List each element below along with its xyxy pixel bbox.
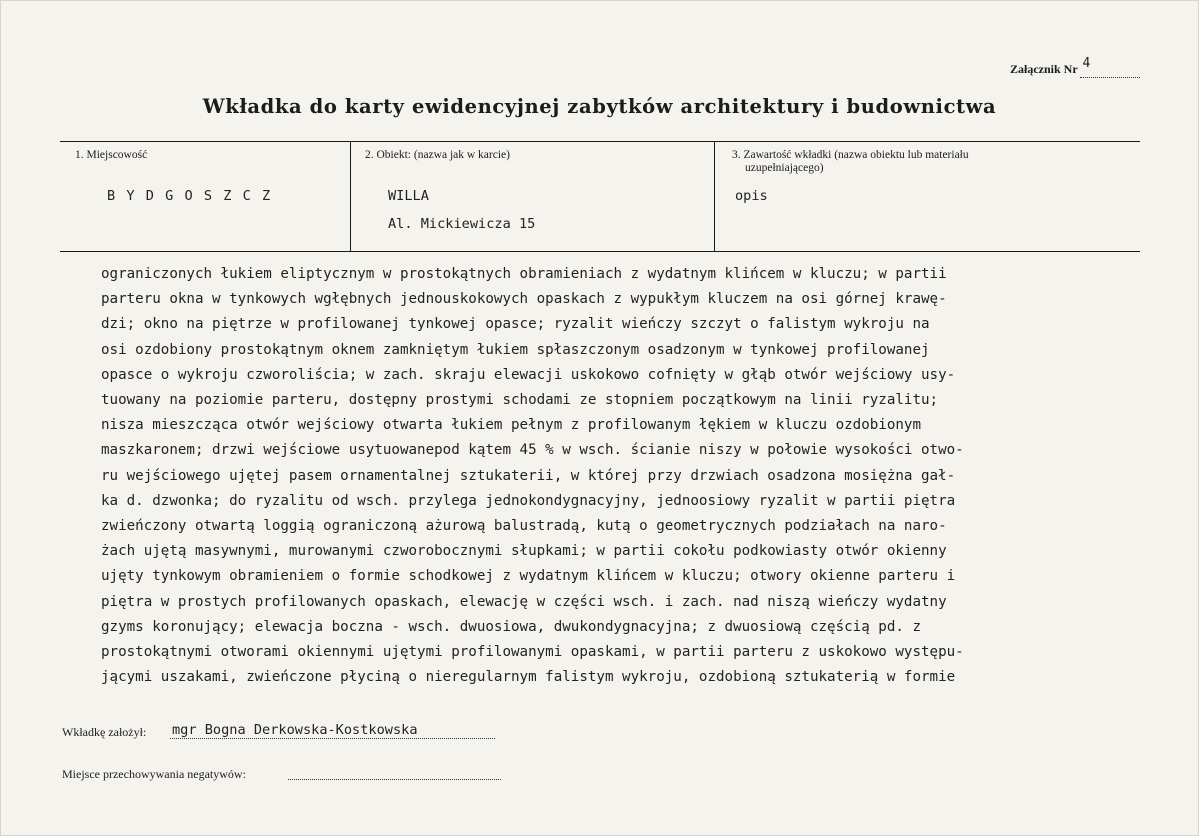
storage-field-line — [288, 765, 501, 780]
text-line: prostokątnymi otworami okiennymi ujętymi profilowanymi opaskami, w partii parteru z uskokowo występu- — [101, 644, 964, 661]
storage-label: Miejsce przechowywania negatywów: — [62, 767, 246, 781]
text-line: nisza mieszcząca otwór wejściowy otwarta łukiem pełnym z profilowanym łękiem w kluczu ozdobionym — [101, 417, 921, 434]
content-label — [732, 149, 969, 175]
attachment-number-field — [1080, 56, 1140, 78]
attachment-label: Załącznik Nr — [1010, 62, 1078, 76]
text-line: piętra w prostych profilowanych opaskach, elewację w części wsch. i zach. nad niszą wieńczy wydatny — [101, 593, 947, 610]
object-address: Al. Mickiewicza 15 — [388, 216, 536, 232]
author-value: mgr Bogna Derkowska-Kostkowska — [172, 722, 418, 738]
content-label-line2: uzupełniającego) — [745, 162, 824, 174]
text-line: dzi; okno na piętrze w profilowanej tynkowej opasce; ryzalit wieńczy szczyt o falistym wykroju na — [101, 316, 930, 333]
text-line: opasce o wykroju czworoliścia; w zach. skraju elewacji uskokowo cofnięty w głąb otwór wejściowy usy- — [101, 366, 956, 383]
content-label-line1: 3. Zawartość wkładki (nazwa obiektu lub materiału — [732, 149, 969, 161]
text-line: zwieńczony otwartą loggią ograniczoną ażurową balustradą, kutą o geometrycznych podziałach na naro- — [101, 518, 947, 535]
description-text — [101, 262, 1141, 690]
object-label: 2. Obiekt: (nazwa jak w karcie) — [365, 149, 510, 161]
column-divider-2 — [714, 141, 715, 252]
text-line: tuowany na poziomie parteru, dostępny prostymi schodami ze stopniem początkowym na linii ryzalitu; — [101, 392, 939, 409]
document-title: Wkładka do karty ewidencyjnej zabytków architektury i budownictwa — [202, 95, 997, 118]
text-line: maszkaronem; drzwi wejściowe usytuowanepod kątem 45 % w wsch. ścianie niszy w połowie wysokości otwo- — [101, 442, 964, 459]
content-value: opis — [735, 188, 768, 204]
text-line: ograniczonych łukiem eliptycznym w prostokątnych obramieniach z wydatnym klińcem w kluczu; w partii — [101, 266, 947, 282]
table-bottom-rule — [60, 251, 1140, 252]
text-line: ka d. dzwonka; do ryzalitu od wsch. przylega jednokondygnacyjny, jednoosiowy ryzalit w partii piętra — [101, 492, 956, 509]
text-line: parteru okna w tynkowych wgłębnych jednouskokowych opaskach z wypukłym kluczem na osi górnej krawę- — [101, 291, 947, 308]
text-line: osi ozdobiony prostokątnym oknem zamkniętym łukiem spłaszczonym osadzonym w tynkowej profilowanej — [101, 341, 930, 358]
author-label: Wkładkę założył: — [62, 725, 147, 739]
text-line: żach ujętą masywnymi, murowanymi czworobocznymi słupkami; w partii cokołu podkowiasty otwór okienny — [101, 543, 947, 560]
text-line: jącymi uszakami, zwieńczone płyciną o nieregularnym falistym wykroju, ozdobioną sztukaterią w formie — [101, 669, 956, 686]
table-top-rule — [60, 141, 1140, 142]
locality-value: B Y D G O S Z C Z — [107, 188, 272, 204]
text-line: ru wejściowego ujętej pasem ornamentalnej sztukaterii, w której przy drzwiach osadzona mosiężna gał- — [101, 467, 956, 484]
attachment-number — [1010, 56, 1140, 78]
text-line: ujęty tynkowym obramieniem o formie schodkowej z wydatnym klińcem w kluczu; otwory okienne parteru i — [101, 568, 956, 585]
object-name: WILLA — [388, 188, 429, 204]
attachment-number-value: 4 — [1082, 56, 1091, 71]
locality-label: 1. Miejscowość — [75, 149, 148, 161]
column-divider-1 — [350, 141, 351, 252]
text-line: gzyms koronujący; elewacja boczna - wsch. dwuosiowa, dwukondygnacyjna; z dwuosiową częścią pd. z — [101, 618, 921, 635]
